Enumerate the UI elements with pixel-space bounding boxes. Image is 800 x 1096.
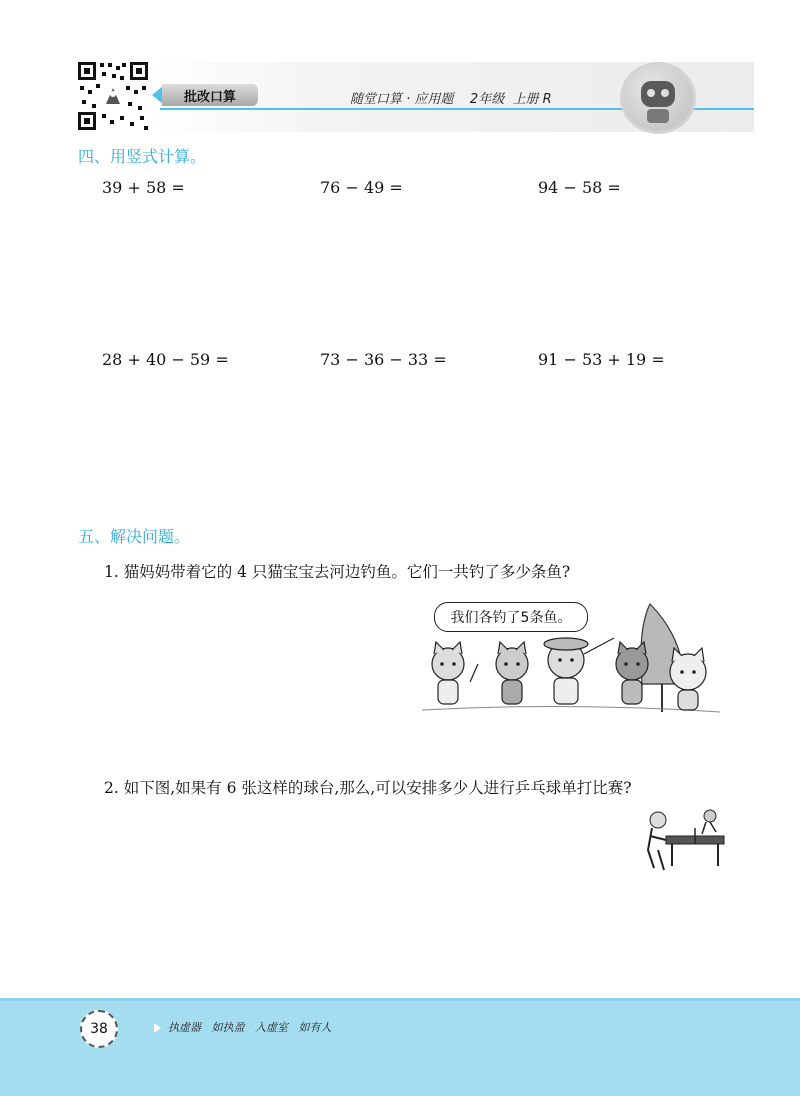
footer-motto: 执虚器 如执盈 入虚室 如有人 <box>168 1021 332 1034</box>
problem-2: 76 − 49 = <box>320 178 403 197</box>
robot-mascot-icon <box>620 62 696 134</box>
speech-bubble: 我们各钓了5条鱼。 <box>434 602 588 632</box>
page-number: 38 <box>80 1010 118 1048</box>
ping-pong-illustration <box>640 806 726 882</box>
header-tab: 批改口算 <box>162 84 258 106</box>
problem-3: 94 − 58 = <box>538 178 621 197</box>
section-4-title: 四、用竖式计算。 <box>78 147 207 166</box>
problem-4: 28 + 40 − 59 = <box>102 350 229 369</box>
question-1: 1. 猫妈妈带着它的 4 只猫宝宝去河边钓鱼。它们一共钓了多少条鱼? <box>104 563 571 581</box>
question-2: 2. 如下图,如果有 6 张这样的球台,那么,可以安排多少人进行乒乓球单打比赛? <box>104 779 632 797</box>
problem-5: 73 − 36 − 33 = <box>320 350 447 369</box>
section-5-title: 五、解决问题。 <box>78 527 191 546</box>
footer-band <box>0 998 800 1096</box>
footer-divider <box>0 998 800 1001</box>
qr-code-icon <box>76 60 150 132</box>
problem-6: 91 − 53 + 19 = <box>538 350 665 369</box>
problem-1: 39 + 58 = <box>102 178 185 197</box>
header-title: 随堂口算 · 应用题 2年级 上册 R <box>350 92 552 107</box>
footer-arrow-icon <box>154 1023 161 1033</box>
